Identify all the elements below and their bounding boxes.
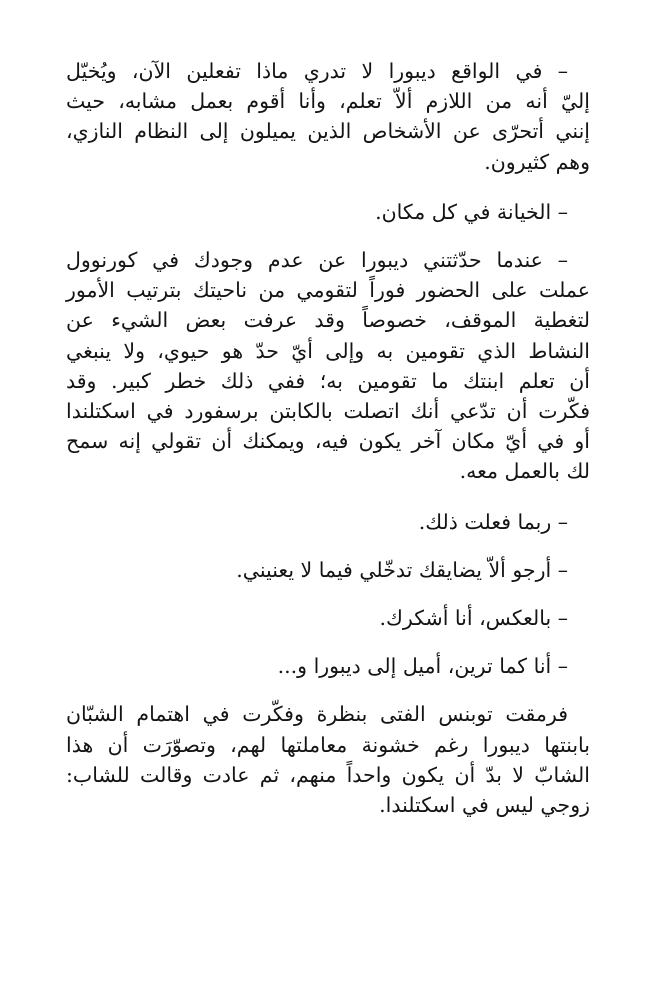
text-line: وهم كثيرون. [484, 149, 590, 174]
paragraph [66, 56, 590, 177]
text-line: الشابّ لا بدّ أن يكون واحداً منهم، ثم عادت وقالت للشاب: [66, 762, 590, 787]
text-line: – ربما فعلت ذلك. [418, 509, 568, 534]
book-page [66, 56, 590, 840]
text-line: أو في أيّ مكان آخر يكون فيه، ويمكنك أن تقولي إنه سمح [66, 429, 590, 454]
paragraph [66, 245, 590, 487]
dialogue-line [66, 197, 590, 227]
text-line: – أنا كما ترين، أميل إلى ديبورا و... [277, 654, 568, 679]
paragraph [66, 699, 590, 820]
text-line: – الخيانة في كل مكان. [375, 199, 568, 224]
text-line: إليّ أنه من اللازم ألاّ تعلم، وأنا أقوم بعمل مشابه، حيث [66, 89, 590, 114]
dialogue-line [66, 555, 590, 585]
text-line: أن تعلم ابنتك ما تقومين به؛ ففي ذلك خطر كبير. وقد [66, 368, 590, 393]
text-line: – أرجو ألاّ يضايقك تدخّلي فيما لا يعنيني. [236, 557, 568, 582]
dialogue-line [66, 651, 590, 681]
text-line: عملت على الحضور فوراً لتقومي من ناحيتك بترتيب الأمور [66, 278, 590, 303]
dialogue-line [66, 603, 590, 633]
text-line: – في الواقع ديبورا لا تدري ماذا تفعلين الآن، ويُخيّل [66, 59, 568, 83]
text-line: زوجي ليس في اسكتلندا. [379, 793, 590, 818]
text-line: بابنتها ديبورا رغم خشونة معاملتها لهم، وتصوّرَت أن هذا [66, 732, 590, 757]
text-line: النشاط الذي تقومين به وإلى أيّ حدّ هو حيوي، ولا ينبغي [66, 338, 590, 363]
dialogue-line [66, 507, 590, 537]
text-line: فكّرت أن تدّعي أنك اتصلت بالكابتن برسفورد في اسكتلندا [66, 399, 590, 424]
text-line: لك بالعمل معه. [459, 459, 590, 484]
text-line: لتغطية الموقف، خصوصاً وقد عرفت بعض الشيء عن [66, 308, 590, 333]
text-line: – عندما حدّثتني ديبورا عن عدم وجودك في كورنوول [66, 248, 568, 273]
text-line: فرمقت توبنس الفتى بنظرة وفكّرت في اهتمام الشبّان [66, 702, 568, 727]
text-line: – بالعكس، أنا أشكرك. [379, 606, 568, 631]
text-line: إنني أتحرّى عن الأشخاص الذين يميلون إلى النظام النازي، [66, 119, 590, 144]
